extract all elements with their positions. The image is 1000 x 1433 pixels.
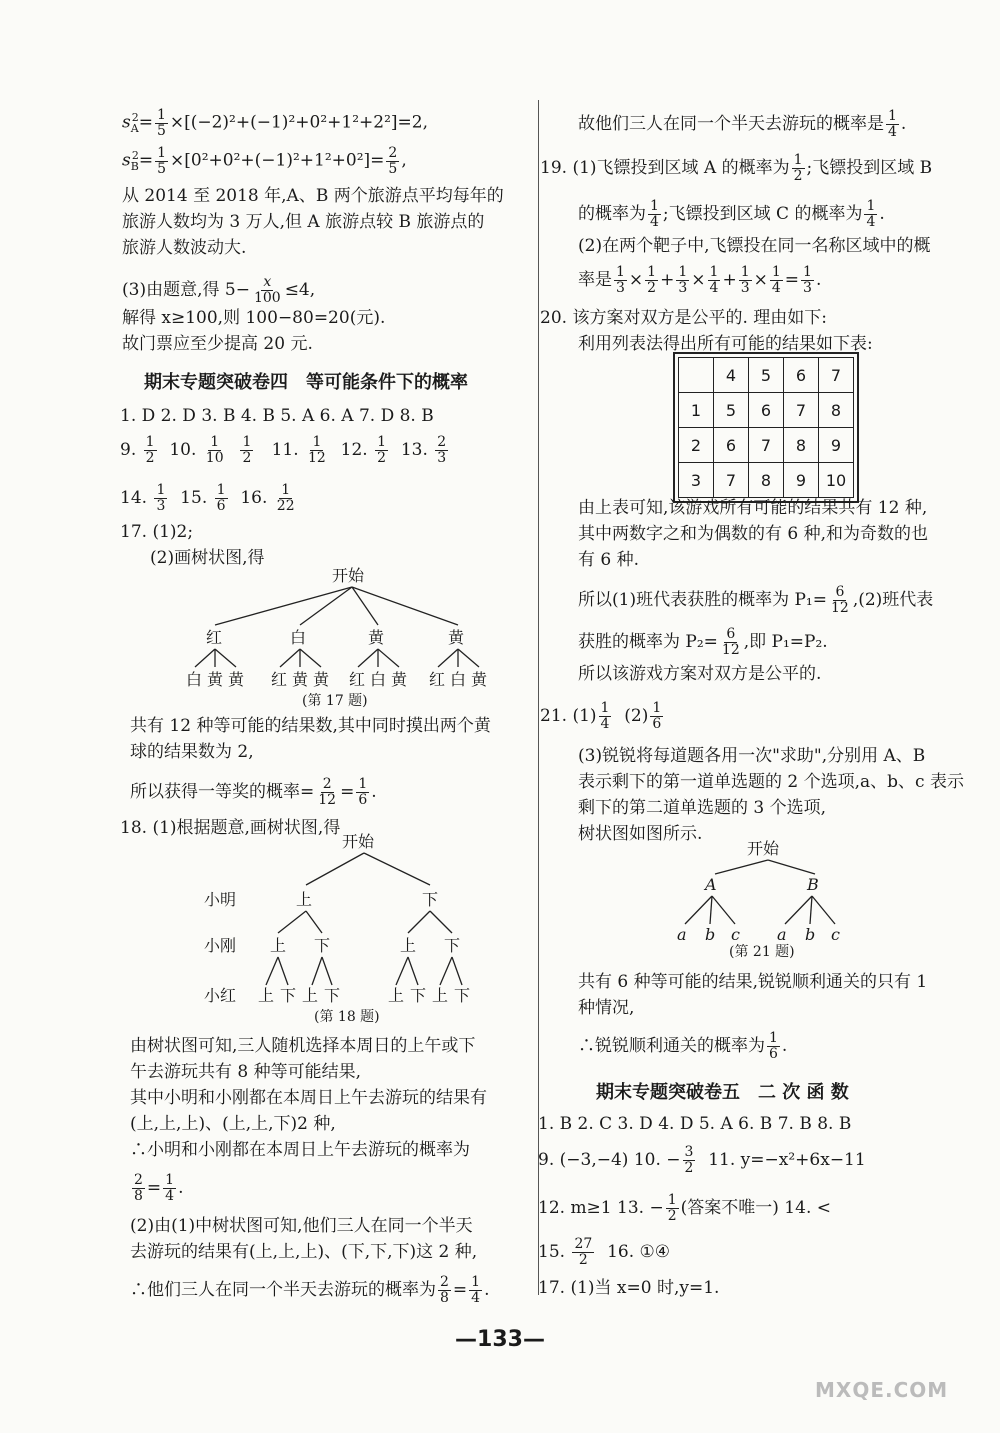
q18-text8: (2)由(1)中树状图可知,他们三人在同一个半天 xyxy=(130,1216,473,1236)
answers-14-16: 14. $\frac{1}{3}$ 15. $\frac{1}{6}$ 16. $\frac{1}{22}$ xyxy=(120,482,295,514)
tree-diagram-21 xyxy=(673,840,893,960)
tree17-l2-3-2: 黄 xyxy=(471,670,488,689)
tree-diagram-17 xyxy=(182,565,522,710)
q21-line2: (3)锐锐将每道题各用一次"求助",分别用 A、B xyxy=(578,746,926,766)
q17-text3: 共有 12 种等可能的结果数,其中同时摸出两个黄 xyxy=(130,716,491,736)
para-6: 故门票应至少提高 20 元. xyxy=(122,334,313,354)
tree17-l2-0-2: 黄 xyxy=(228,670,245,689)
q20-line4: 其中两数字之和为偶数的有 6 种,和为奇数的也 xyxy=(578,524,929,544)
q17-text5: 所以获得一等奖的概率= $\frac{2}{12}$ = $\frac{1}{6}$ . xyxy=(130,776,377,808)
tree17-l2-1-2: 黄 xyxy=(313,670,330,689)
q19-line2: 的概率为 $\frac{1}{4}$ ;飞镖投到区域 C 的概率为 $\frac{1}{4}$ . xyxy=(578,198,885,230)
tree17-caption: (第 17 题) xyxy=(302,693,368,709)
tree18-l2-0: 上 xyxy=(270,936,287,955)
tree18-l3-3: 下 xyxy=(324,986,341,1005)
table-cell: 6 xyxy=(749,393,784,428)
q19-line4: 率是 $\frac{1}{3}$ × $\frac{1}{2}$ + $\frac{1}{3}$ × $\frac{1}{4}$ + $\frac{1}{3}$ × $\frac{1}{4}$ = $\frac{1}{3}$ . xyxy=(578,264,822,296)
table-cell: 8 xyxy=(784,428,819,463)
table-cell: 9 xyxy=(819,428,854,463)
q20-line3: 由上表可知,该游戏所有可能的结果共有 12 种, xyxy=(578,498,928,518)
table-row xyxy=(679,463,854,498)
section-title-4: 期末专题突破卷四 等可能条件下的概率 xyxy=(144,372,468,393)
q18-text3: 午去游玩共有 8 种等可能结果, xyxy=(130,1062,362,1082)
tree18-row-1: 小刚 xyxy=(204,936,237,955)
q18-text2: 由树状图可知,三人随机选择本周日的上午或下 xyxy=(130,1036,476,1056)
tree18-l3-6: 上 xyxy=(432,986,449,1005)
q21-line1: 21. (1) $\frac{1}{4}$ (2) $\frac{1}{6}$ xyxy=(540,700,662,732)
q17-part2: (2)画树状图,得 xyxy=(150,548,265,568)
table-cell: 4 xyxy=(714,358,749,393)
answers5-1-8: 1. B 2. C 3. D 4. D 5. A 6. B 7. B 8. B xyxy=(538,1114,852,1134)
tree17-l1-1: 白 xyxy=(290,628,307,647)
para-2: 旅游人数均为 3 万人,但 A 旅游点较 B 旅游点的 xyxy=(122,212,485,232)
q18-text7: $\frac{2}{8}$ = $\frac{1}{4}$ . xyxy=(134,1172,184,1204)
tree18-l3-1: 下 xyxy=(280,986,297,1005)
sum-table xyxy=(678,357,854,498)
q18-text4: 其中小明和小刚都在本周日上午去游玩的结果有 xyxy=(130,1088,487,1108)
q20-line5: 有 6 种. xyxy=(578,550,640,570)
tree17-l2-3-0: 红 xyxy=(429,670,446,689)
q18-text10: ∴他们三人在同一个半天去游玩的概率为 $\frac{2}{8}$ = $\frac{1}{4}$ . xyxy=(130,1274,490,1306)
tree18-l3-4: 上 xyxy=(388,986,405,1005)
q21-line8: ∴锐锐顺利通关的概率为 $\frac{1}{6}$ . xyxy=(578,1030,788,1062)
table-cell: 9 xyxy=(784,463,819,498)
tree21-B: B xyxy=(807,875,819,894)
table-cell: 6 xyxy=(784,358,819,393)
table-cell: 7 xyxy=(749,428,784,463)
q20-line7: 获胜的概率为 P₂= $\frac{6}{12}$ ,即 P₁=P₂. xyxy=(578,626,828,658)
variance-b: $s_B^2=$ $\frac{1}{5}$ ×[0²+0²+(−1)²+1²+0²]= $\frac{2}{5}$ , xyxy=(122,144,407,177)
tree17-l2-1-1: 黄 xyxy=(292,670,309,689)
variance-a: $s_A^2=$ $\frac{1}{5}$ ×[(−2)²+(−1)²+0²+1²+2²]=2, xyxy=(122,106,428,139)
tree18-l3-7: 下 xyxy=(454,986,471,1005)
para-3: 旅游人数波动大. xyxy=(122,238,247,258)
tree18-l3-2: 上 xyxy=(302,986,319,1005)
table-cell: 7 xyxy=(819,358,854,393)
table-cell: 7 xyxy=(714,463,749,498)
table-row xyxy=(679,393,854,428)
tree18-start: 开始 xyxy=(342,833,375,851)
q20-line6: 所以(1)班代表获胜的概率为 P₁= $\frac{6}{12}$ ,(2)班代表 xyxy=(578,584,934,616)
tree18-l2-1: 下 xyxy=(314,936,331,955)
q17-part1: 17. (1)2; xyxy=(120,522,194,542)
tree17-l2-0-0: 白 xyxy=(186,670,203,689)
q21-line6: 共有 6 种等可能的结果,锐锐顺利通关的只有 1 xyxy=(578,972,928,992)
table-cell: 10 xyxy=(819,463,854,498)
tree21-caption: (第 21 题) xyxy=(729,944,795,960)
tree21-a1: a xyxy=(677,925,687,944)
tree17-l2-2-0: 红 xyxy=(349,670,366,689)
table-cell: 1 xyxy=(679,393,714,428)
section-title-5: 期末专题突破卷五 二 次 函 数 xyxy=(596,1082,849,1103)
tree17-l2-0-1: 黄 xyxy=(207,670,224,689)
tree18-caption: (第 18 题) xyxy=(314,1009,380,1025)
tree21-c1: c xyxy=(731,925,740,944)
answers5-15-16: 15. $\frac{27}{2}$ 16. ①④ xyxy=(538,1236,671,1268)
table-cell: 2 xyxy=(679,428,714,463)
tree18-l2-3: 下 xyxy=(444,936,461,955)
r-line-1: 故他们三人在同一个半天去游玩的概率是 $\frac{1}{4}$ . xyxy=(578,108,907,140)
tree18-l3-5: 下 xyxy=(410,986,427,1005)
q18-text1: 18. (1)根据题意,画树状图,得 xyxy=(120,818,341,838)
tree18-up: 上 xyxy=(296,890,313,909)
q21-line7: 种情况, xyxy=(578,998,635,1018)
tree-diagram-18 xyxy=(202,833,512,1033)
tree17-start: 开始 xyxy=(332,566,365,585)
page-number: —133— xyxy=(455,1327,545,1352)
table-cell xyxy=(679,358,714,393)
q17-text4: 球的结果数为 2, xyxy=(130,742,254,762)
tree17-l2-3-1: 白 xyxy=(450,670,467,689)
tree21-A: A xyxy=(705,875,717,894)
tree18-row-2: 小红 xyxy=(204,986,237,1005)
tree18-row-0: 小明 xyxy=(204,890,237,909)
q20-line1: 20. 该方案对双方是公平的. 理由如下: xyxy=(540,308,827,328)
answers5-9-11: 9. (−3,−4) 10. − $\frac{3}{2}$ 11. y=−x²+6x−11 xyxy=(538,1144,866,1176)
table-cell: 5 xyxy=(749,358,784,393)
q21-line5: 树状图如图所示. xyxy=(578,824,703,844)
q18-text5: (上,上,上)、(上,上,下)2 种, xyxy=(130,1114,336,1134)
q19-line3: (2)在两个靶子中,飞镖投在同一名称区域中的概 xyxy=(578,236,931,256)
answers5-12-14: 12. m≥1 13. − $\frac{1}{2}$ (答案不唯一) 14. < xyxy=(538,1192,831,1224)
q20-line8: 所以该游戏方案对双方是公平的. xyxy=(578,664,822,684)
tree21-a2: a xyxy=(777,925,787,944)
q20-line2: 利用列表法得出所有可能的结果如下表: xyxy=(578,334,873,354)
tree17-l1-3: 黄 xyxy=(448,628,465,647)
tree21-c2: c xyxy=(831,925,840,944)
inequality: (3)由题意,得 5− $\frac{x}{100}$ ≤4, xyxy=(122,274,316,306)
answers-9-13: 9. $\frac{1}{2}$ 10. $\frac{1}{10}$ $\frac{1}{2}$ 11. $\frac{1}{12}$ 12. $\frac{1}{2}$ 13. $\frac{2}{3}$ xyxy=(120,434,447,466)
tree21-b1: b xyxy=(705,925,716,944)
tree17-l2-2-1: 白 xyxy=(370,670,387,689)
table-cell: 5 xyxy=(714,393,749,428)
tree17-l1-0: 红 xyxy=(206,628,223,647)
table-cell: 8 xyxy=(819,393,854,428)
tree18-down: 下 xyxy=(422,890,439,909)
q19-line1: 19. (1)飞镖投到区域 A 的概率为 $\frac{1}{2}$ ;飞镖投到区域 B xyxy=(540,152,933,184)
q21-line3: 表示剩下的第一道单选题的 2 个选项,a、b、c 表示 xyxy=(578,772,964,792)
tree21-b2: b xyxy=(805,925,816,944)
table-cell: 6 xyxy=(714,428,749,463)
table-cell: 3 xyxy=(679,463,714,498)
q21-line4: 剩下的第二道单选题的 3 个选项, xyxy=(578,798,827,818)
tree17-l2-2-2: 黄 xyxy=(391,670,408,689)
answers-1-8: 1. D 2. D 3. B 4. B 5. A 6. A 7. D 8. B xyxy=(120,406,434,426)
tree17-l1-2: 黄 xyxy=(368,628,385,647)
answers5-17: 17. (1)当 x=0 时,y=1. xyxy=(538,1278,720,1298)
q18-text6: ∴小明和小刚都在本周日上午去游玩的概率为 xyxy=(130,1140,470,1160)
tree18-l3-0: 上 xyxy=(258,986,275,1005)
para-5: 解得 x≥100,则 100−80=20(元). xyxy=(122,308,386,328)
tree18-l2-2: 上 xyxy=(400,936,417,955)
table-row xyxy=(679,358,854,393)
tree17-l2-1-0: 红 xyxy=(271,670,288,689)
watermark: MXQE.COM xyxy=(815,1378,949,1402)
table-cell: 8 xyxy=(749,463,784,498)
table-cell: 7 xyxy=(784,393,819,428)
q18-text9: 去游玩的结果有(上,上,上)、(下,下,下)这 2 种, xyxy=(130,1242,478,1262)
para-1: 从 2014 至 2018 年,A、B 两个旅游点平均每年的 xyxy=(122,186,504,206)
tree21-start: 开始 xyxy=(747,840,780,858)
table-row xyxy=(679,428,854,463)
